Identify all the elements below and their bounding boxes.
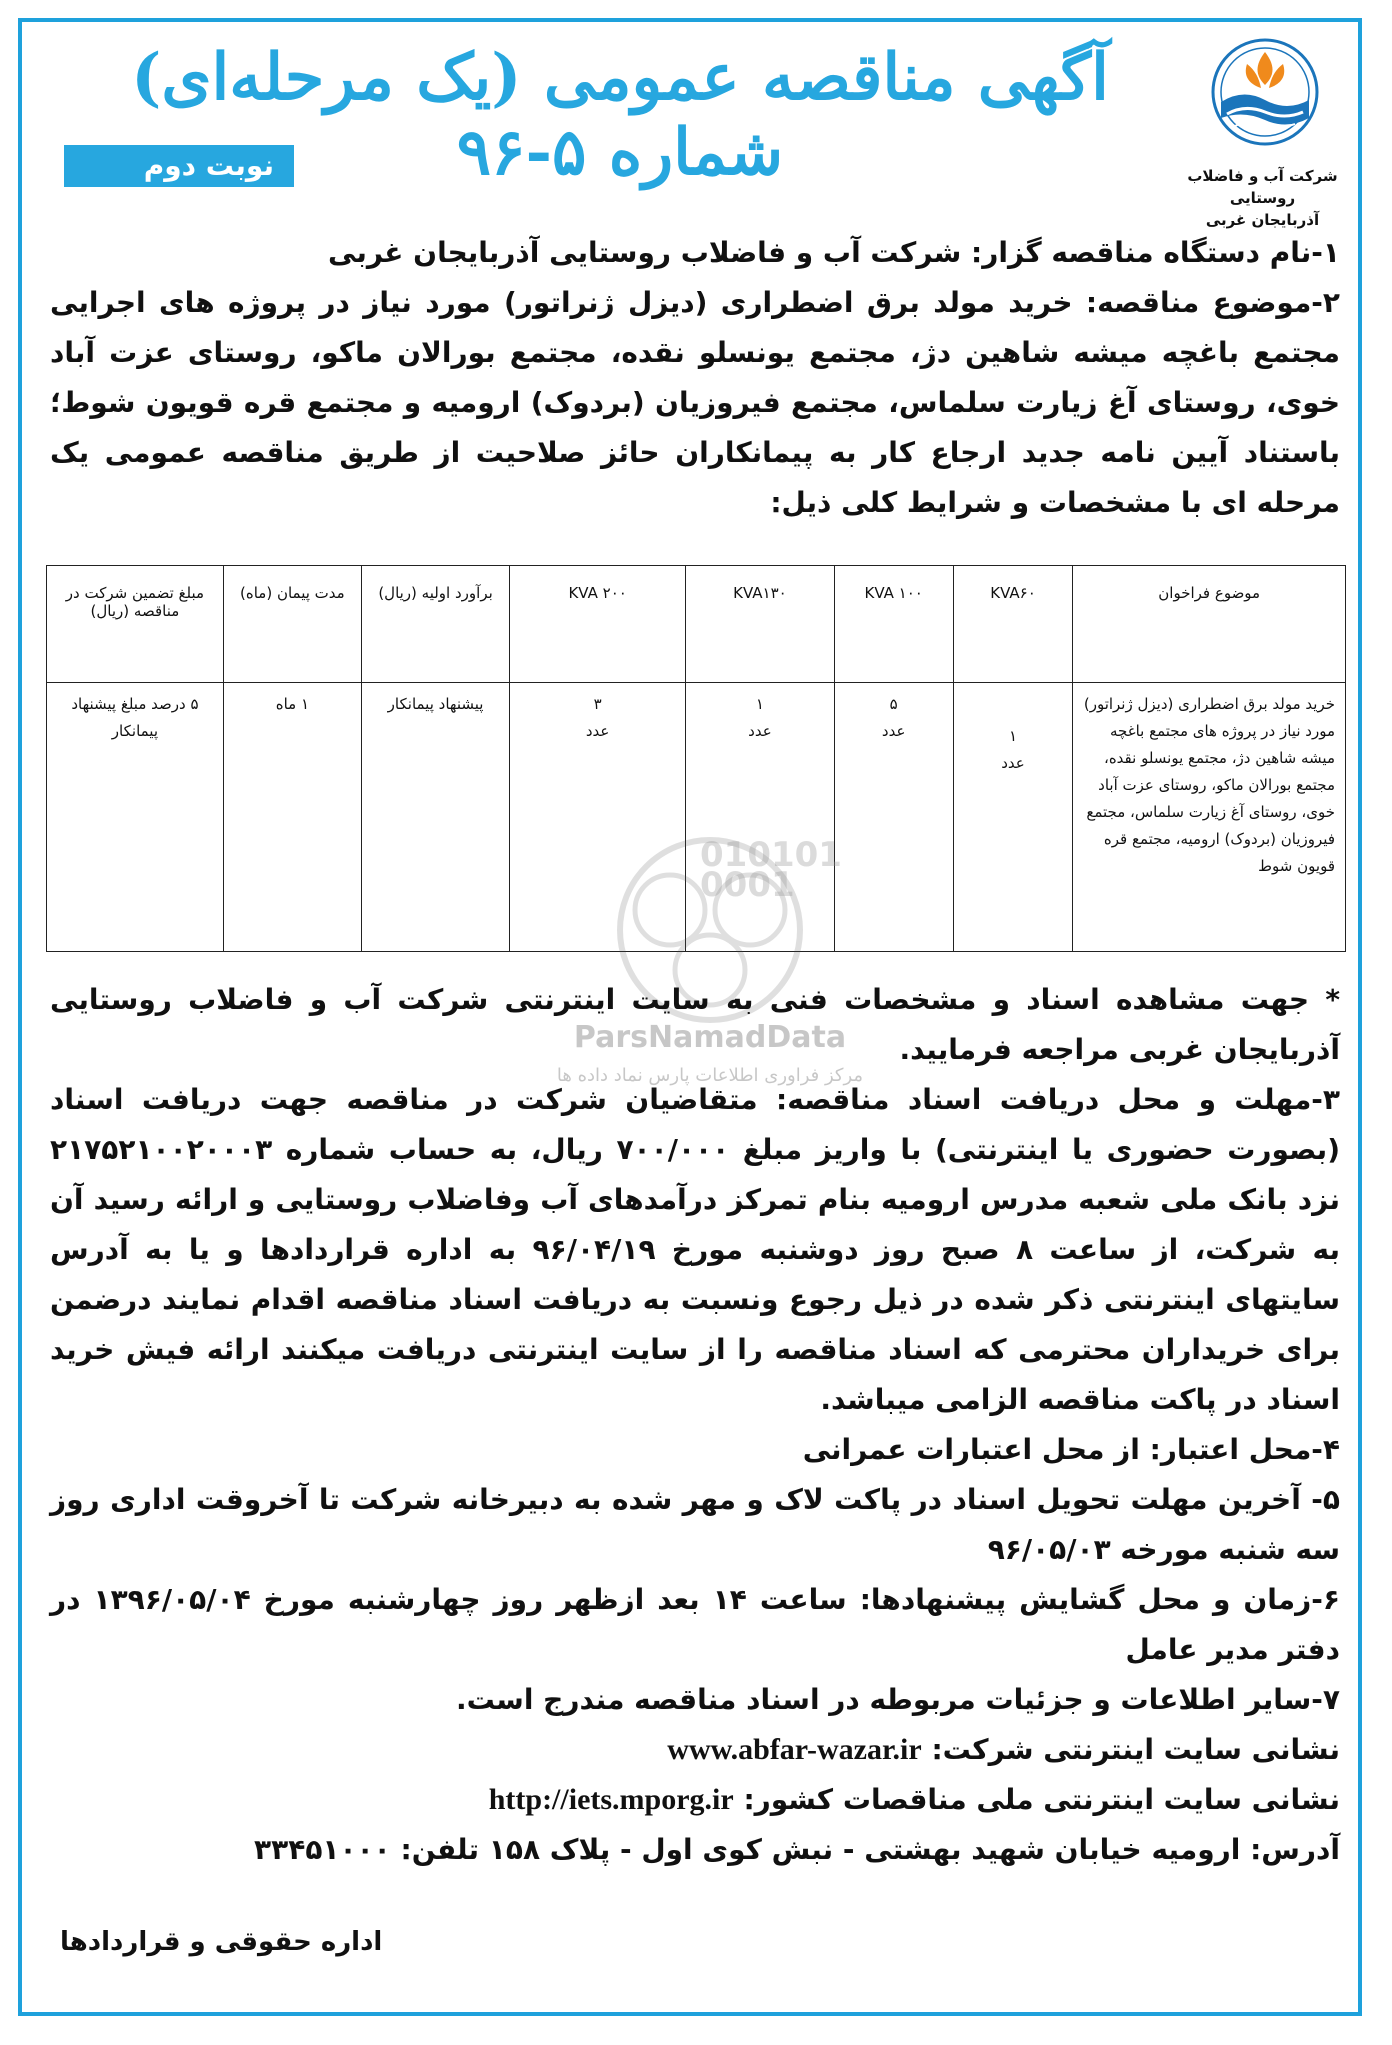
qty-kva200: ۳: [593, 695, 602, 713]
org-name-line2: آذربایجان غربی: [1205, 211, 1320, 229]
item-3-text: ۳-مهلت و محل دریافت اسناد مناقصه: متقاضیان شرکت در مناقصه جهت دریافت اسناد (بصورت حضوری یا اینترنتی) با واریز مبلغ ۷۰۰/۰۰۰ ریال، به حساب شماره ۲۱۷۵۲۱۰۰۲۰۰۰۳ نزد بانک ملی شعبه مدرس ارومیه بنام تمرکز درآمدهای آب وفاضلاب روستایی و ارائه رسید آن به شرکت، از ساعت ۸ صبح روز دوشنبه مورخ ۹۶/۰۴/۱۹ به اداره قراردادها و یا به آدرس سایتهای اینترنتی ذکر شده در ذیل رجوع ونسبت به دریافت اسناد مناقصه اقدام نمایند درضمن برای خریداران محترمی که اسناد مناقصه را از سایت اینترنتی دریافت میکنند ارائه فیش خرید اسناد در پاکت مناقصه الزامی میباشد.: [50, 1083, 1340, 1416]
item-2-text: ۲-موضوع مناقصه: خرید مولد برق اضطراری (دیزل ژنراتور) مورد نیاز در پروژه های اجرایی مجتمع باغچه میشه شاهین دژ، مجتمع یونسلو نقده، مجتمع بورالان ماکو، روستای عزت آباد خوی، روستای آغ زیارت سلماس، مجتمع فیروزیان (بردوک) ارومیه و مجتمع قره قویون شوط؛ باستناد آیین نامه جدید ارجاع کار به پیمانکاران حائز صلاحیت از طریق مناقصه عمومی یک مرحله ای با مشخصات و شرایط کلی ذیل:: [50, 286, 1340, 519]
iets-site-link[interactable]: http://iets.mporg.ir: [488, 1783, 734, 1816]
cell-duration: ۱ ماه: [223, 683, 361, 952]
item-4-text: ۴-محل اعتبار: از محل اعتبارات عمرانی: [802, 1433, 1340, 1466]
company-logo: [1195, 30, 1335, 155]
header-duration: مدت پیمان (ماه): [223, 566, 361, 683]
header-kva130: KVA۱۳۰: [686, 566, 835, 683]
header-subject: موضوع فراخوان: [1073, 566, 1346, 683]
qty-kva60: ۱: [1008, 727, 1018, 745]
address-text: آدرس: ارومیه خیابان شهید بهشتی - نبش کوی اول - پلاک ۱۵۸ تلفن: ۳۳۴۵۱۰۰۰: [254, 1833, 1340, 1866]
header-kva200: KVA ۲۰۰: [510, 566, 686, 683]
unit-kva130: عدد: [748, 722, 772, 740]
header-kva60: KVA۶۰: [953, 566, 1073, 683]
item-5-text: ۵- آخرین مهلت تحویل اسناد در پاکت لاک و مهر شده به دبیرخانه شرکت تا آخروقت اداری روز سه شنبه مورخه ۹۶/۰۵/۰۳: [50, 1483, 1340, 1566]
cell-kva60: [953, 683, 1073, 952]
item-6-text: ۶-زمان و محل گشایش پیشنهادها: ساعت ۱۴ بعد ازظهر روز چهارشنبه مورخ ۱۳۹۶/۰۵/۰۴ در دفتر مدیر عامل: [50, 1583, 1340, 1666]
cell-subject: خرید مولد برق اضطراری (دیزل ژنراتور) مورد نیاز در پروژه های مجتمع باغچه میشه شاهین دژ، مجتمع یونسلو نقده، مجتمع بورالان ماکو، روستای عزت آباد خوی، روستای آغ زیارت سلماس، مجتمع فیروزیان (بردوک) ارومیه، مجتمع قره قویون شوط: [1073, 683, 1346, 952]
round-badge: نوبت دوم: [64, 145, 294, 187]
header-estimate: برآورد اولیه (ریال): [361, 566, 509, 683]
cell-guarantee: ۵ درصد مبلغ پیشنهاد پیمانکار: [47, 683, 224, 952]
iets-site-line: [50, 1775, 1340, 1825]
unit-kva200: عدد: [585, 722, 610, 740]
cell-estimate: پیشنهاد پیمانکار: [361, 683, 509, 952]
unit-kva100: عدد: [881, 722, 906, 740]
body-section: [50, 975, 1340, 1875]
qty-kva130: ۱: [755, 695, 764, 713]
footer-office: اداره حقوقی و قراردادها: [60, 1927, 383, 1957]
watermark-brand: ParsNamadData: [573, 1020, 847, 1055]
org-name-line1: شرکت آب و فاضلاب روستایی: [1187, 167, 1338, 207]
note-text: * جهت مشاهده اسناد و مشخصات فنی به سایت اینترنتی شرکت آب و فاضلاب روستایی آذربایجان غربی مراجعه فرمایید.: [50, 983, 1340, 1066]
watermark-digits-line2: 0001: [700, 865, 795, 905]
item-1-text: ۱-نام دستگاه مناقصه گزار: شرکت آب و فاضلاب روستایی آذربایجان غربی: [328, 236, 1340, 269]
intro-section: [50, 228, 1340, 528]
page-title: آگهی مناقصه عمومی (یک مرحله‌ای) شماره ۵-۹۶: [131, 40, 1109, 190]
unit-kva60: عدد: [1001, 754, 1025, 772]
organization-name: [1170, 165, 1355, 231]
company-site-line: [50, 1725, 1340, 1775]
watermark-subtitle: مرکز فراوری اطلاعات پارس نماد داده ها: [556, 1065, 864, 1086]
company-site-link[interactable]: www.abfar-wazar.ir: [667, 1733, 922, 1766]
qty-kva100: ۵: [889, 695, 898, 713]
header-kva100: KVA ۱۰۰: [834, 566, 953, 683]
item-7-text: ۷-سایر اطلاعات و جزئیات مربوطه در اسناد مناقصه مندرج است.: [456, 1683, 1340, 1716]
watermark-digits: [700, 835, 842, 905]
iets-site-label: نشانی سایت اینترنتی ملی مناقصات کشور:: [743, 1783, 1340, 1816]
company-site-label: نشانی سایت اینترنتی شرکت:: [931, 1733, 1340, 1766]
header-guarantee: مبلغ تضمین شرکت در مناقصه (ریال): [47, 566, 224, 683]
table-header-row: [47, 566, 1346, 683]
watermark-digits-line1: 010101: [700, 835, 842, 875]
